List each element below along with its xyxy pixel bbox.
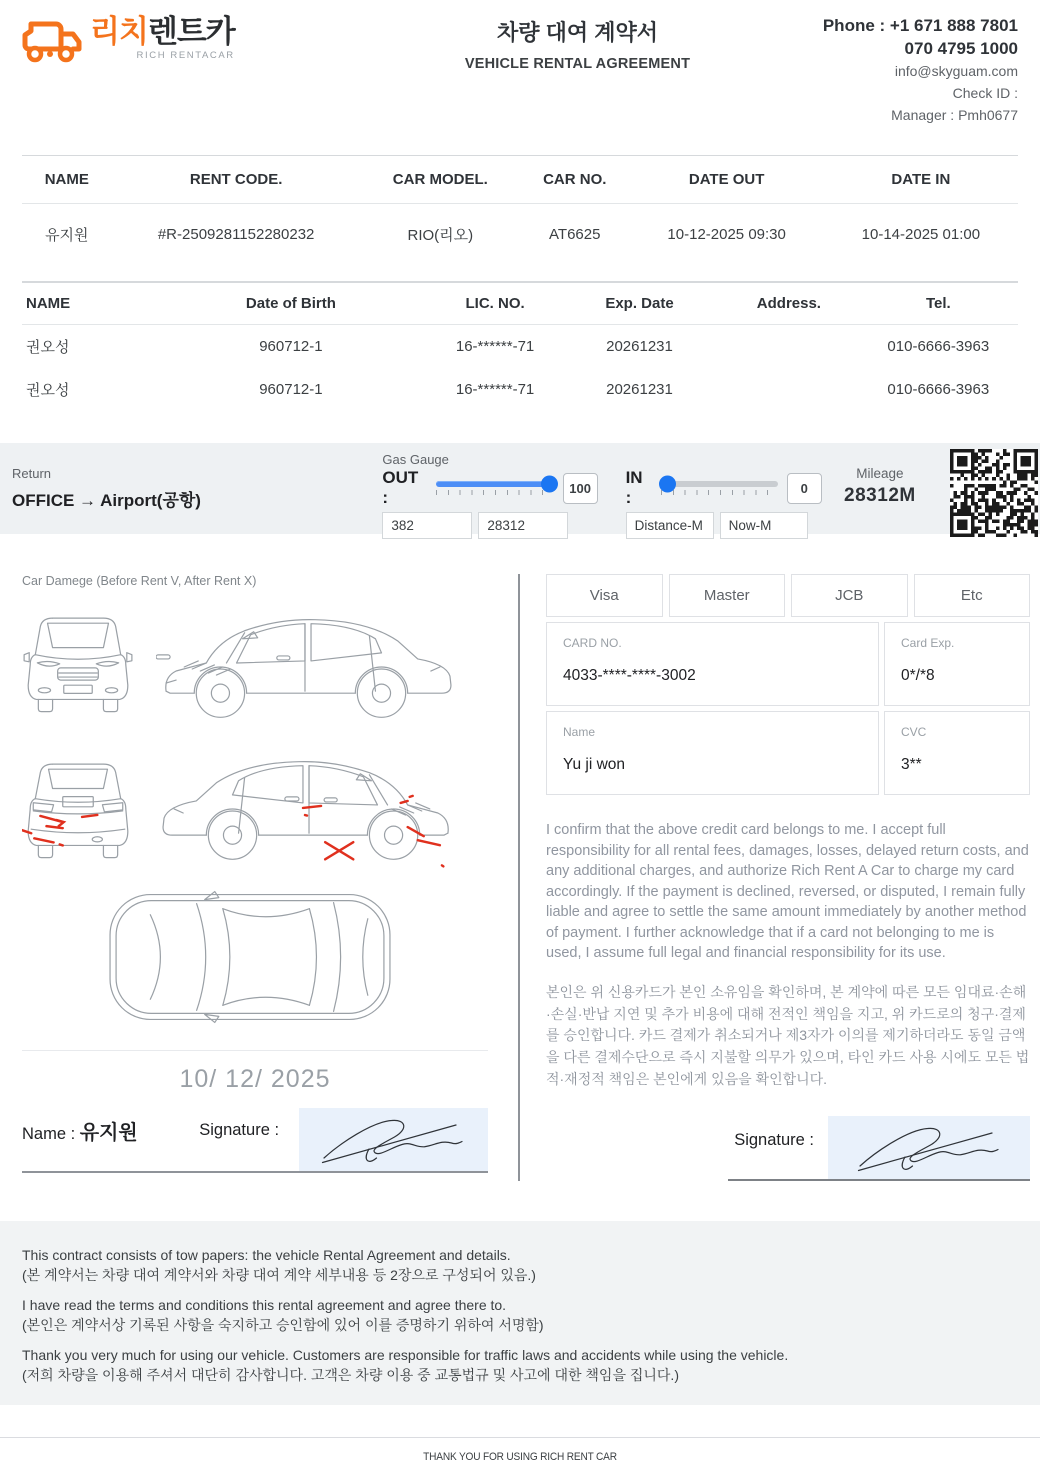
driver-lic: 16-******-71: [455, 381, 535, 398]
customer-signature-pad[interactable]: [299, 1108, 488, 1171]
driver-name: 권오성: [26, 339, 70, 356]
col-date-out: DATE OUT: [630, 156, 824, 204]
driver-tel: 010-6666-3963: [887, 381, 990, 398]
card-name-label: Name: [563, 725, 596, 739]
tab-visa[interactable]: Visa: [546, 574, 663, 617]
date-out: 10-12-2025 09:30: [630, 204, 824, 282]
card-name-cell: [546, 711, 879, 795]
signature-label: Signature :: [199, 1121, 280, 1139]
gas-in-group: [625, 468, 822, 539]
name-value: 유지원: [79, 1122, 138, 1144]
driver-table: [22, 282, 1018, 420]
page-title: 차량 대여 계약서: [497, 20, 658, 45]
car-logo-icon: [22, 16, 84, 66]
footer-text: THANK YOU FOR USING RICH RENT CAR: [423, 1451, 617, 1464]
damage-marks: [303, 796, 443, 866]
gas-in-value[interactable]: 0: [787, 473, 822, 504]
note-line: (본 계약서는 차량 대여 계약서와 차량 대여 계약 세부내용 등 2장으로 구성되어 있음.): [22, 1267, 536, 1284]
card-type-tabs: [546, 574, 1030, 617]
driver-dob: 960712-1: [259, 381, 323, 398]
gas-out-slider-ticks: [436, 490, 554, 495]
note-line: (본인은 계약서상 기록된 사항을 숙지하고 승인함에 있어 이를 증명하기 위하여 서명함): [22, 1317, 544, 1334]
gas-in-label: IN :: [625, 468, 643, 507]
header: [0, 0, 1040, 155]
contract-notes: [0, 1221, 1040, 1405]
signature-image: [303, 1110, 483, 1170]
footer: [0, 1437, 1040, 1473]
col-date-in: DATE IN: [824, 156, 1018, 204]
now-m-input[interactable]: [720, 512, 808, 539]
logo-subtitle: RICH RENTACAR: [136, 49, 235, 61]
driver-tel: 010-6666-3963: [887, 338, 990, 355]
qr-code: [950, 449, 1038, 537]
distance-input[interactable]: [382, 512, 472, 539]
return-label: Return: [12, 466, 52, 481]
col-address: Address.: [719, 283, 858, 325]
title-block: [352, 10, 803, 155]
rental-table-header-row: [22, 156, 1018, 204]
card-info-grid: [546, 622, 1030, 795]
distance-m-input[interactable]: [626, 512, 714, 539]
gas-in-slider-ticks: [661, 490, 778, 495]
logo-wordmark: [90, 16, 235, 49]
col-tel: Tel.: [859, 283, 1018, 325]
card-cvc-value: 3**: [901, 756, 922, 773]
driver-dob: 960712-1: [259, 338, 323, 355]
gas-out-slider-thumb[interactable]: [541, 476, 558, 493]
signature-image: [834, 1118, 1024, 1178]
renter-name: 유지원: [22, 204, 112, 282]
note-line: Thank you very much for using our vehicle. Customers are responsible for traffic laws and accidents while using the vehicle.: [22, 1347, 789, 1364]
card-signature-row: [728, 1116, 1030, 1181]
gauge-bar: [0, 443, 1040, 534]
gas-out-slider[interactable]: [436, 481, 554, 495]
driver-lic: 16-******-71: [455, 338, 535, 355]
rental-table-row: [22, 204, 1018, 282]
gas-out-group: [382, 468, 597, 539]
car-model: RIO(리오): [361, 204, 520, 282]
mileage-block: [822, 449, 938, 507]
col-name: NAME: [22, 156, 112, 204]
driver-address: [719, 368, 858, 420]
car-side-view-diagram: [156, 602, 458, 734]
logo: [22, 10, 352, 155]
gas-in-slider[interactable]: [661, 481, 778, 495]
car-damage-label: Car Damege (Before Rent V, After Rent X): [22, 574, 257, 588]
card-signature-pad[interactable]: [828, 1116, 1030, 1179]
col-rent-code: RENT CODE.: [112, 156, 361, 204]
driver-exp: 20261231: [606, 338, 673, 355]
mileage-value: 28312M: [844, 485, 916, 506]
check-id: Check ID :: [952, 85, 1018, 101]
car-top-view-diagram: [104, 886, 396, 1028]
car-damage-section: [22, 574, 488, 1181]
gas-in-slider-thumb[interactable]: [659, 476, 676, 493]
tab-master[interactable]: Master: [669, 574, 786, 617]
driver-row: [22, 368, 1018, 420]
car-rear-view-diagram: [22, 758, 134, 880]
driver-exp: 20261231: [606, 381, 673, 398]
return-route: OFFICE → Airport(공항): [12, 491, 201, 510]
card-confirmation-kr: 본인은 위 신용카드가 본인 소유임을 확인하며, 본 계약에 따른 모든 임대료·손해·손실·반납 지연 및 추가 비용에 대해 전적인 책임을 지고, 위 카드로의 청구·결제를 승인합니다. 카드 결제가 취소되거나 제3자가 이의를 제기하더라도 동일 금액을 다른 결제수단으로 즉시 지불할 의무가 있으며, 타인 카드 사용 시에도 모든 법적·재정적 책임은 본인에게 있음을 확인합니다.: [546, 984, 1030, 1087]
date-in: 10-14-2025 01:00: [824, 204, 1018, 282]
car-side-view-2-diagram: [156, 744, 458, 880]
col-car-model: CAR MODEL.: [361, 156, 520, 204]
logo-text: [90, 16, 235, 61]
card-cvc-cell: [884, 711, 1030, 795]
col-exp-date: Exp. Date: [560, 283, 719, 325]
card-exp-label: Card Exp.: [901, 636, 955, 650]
gas-out-value[interactable]: 100: [563, 473, 598, 504]
car-no: AT6625: [520, 204, 630, 282]
logo-dot: [47, 51, 53, 57]
tab-jcb[interactable]: JCB: [791, 574, 908, 617]
damage-marks: [22, 815, 97, 846]
driver-table-header-row: [22, 283, 1018, 325]
driver-name: 권오성: [26, 382, 70, 399]
card-exp-value: 0*/*8: [901, 667, 935, 684]
tab-etc[interactable]: Etc: [914, 574, 1031, 617]
contact-block: [803, 10, 1018, 155]
email: info@skyguam.com: [894, 63, 1018, 79]
phone-primary: Phone : +1 671 888 7801: [822, 16, 1018, 35]
rent-code: #R-2509281152280232: [112, 204, 361, 282]
customer-signature-row: [22, 1108, 488, 1173]
card-no-label: CARD NO.: [563, 636, 622, 650]
name-label: Name :: [22, 1125, 76, 1143]
gas-out-label: OUT :: [382, 468, 419, 507]
page-subtitle: VEHICLE RENTAL AGREEMENT: [464, 56, 691, 72]
note-line: This contract consists of tow papers: the vehicle Rental Agreement and details.: [22, 1247, 511, 1264]
damage-date-wrap: [22, 1050, 488, 1094]
damage-date: 10/ 12/ 2025: [179, 1065, 331, 1093]
driver-address: [719, 325, 858, 369]
rental-table: [22, 155, 1018, 282]
card-cvc-label: CVC: [901, 725, 927, 739]
phone-secondary: 070 4795 1000: [904, 39, 1018, 58]
mileage-label: Mileage: [856, 466, 904, 481]
manager: Manager : Pmh0677: [891, 107, 1018, 123]
card-name-value: Yu ji won: [563, 756, 626, 773]
content: [0, 574, 1040, 1181]
gas-gauge-block: [382, 449, 821, 539]
return-block: [12, 449, 382, 511]
signature-label: Signature :: [734, 1131, 814, 1150]
customer-name: [22, 1116, 199, 1163]
card-exp-cell: [884, 622, 1030, 706]
col-dob: Date of Birth: [151, 283, 430, 325]
card-section: [520, 574, 1040, 1181]
col-car-no: CAR NO.: [520, 156, 630, 204]
note-line: (저희 차량을 이용해 주셔서 대단히 감사합니다. 고객은 차량 이용 중 교통법규 및 사고에 대한 책임을 집니다.): [22, 1367, 679, 1384]
card-no-cell: [546, 622, 879, 706]
gas-gauge-label: Gas Gauge: [382, 452, 449, 467]
odometer-input[interactable]: [478, 512, 568, 539]
card-no-value: 4033-****-****-3002: [563, 667, 696, 684]
note-line: I have read the terms and conditions this rental agreement and agree there to.: [22, 1297, 507, 1314]
card-confirmation-en: I confirm that the above credit card belongs to me. I accept full responsibility for all rental fees, damages, losses, delayed return costs, and any additional charges, and authorize Rich Rent A Car to charge my card accordingly. If the payment is declined, reversed, or disputed, I remain fully liable and agree to settle the same amount immediately by another method of payment. I further acknowledge that if a card not belonging to me is used, I assume full legal and financial responsibility for its use.: [546, 822, 1029, 962]
logo-kr-dark: 렌트카: [147, 14, 235, 49]
col-lic-no: LIC. NO.: [430, 283, 559, 325]
col-driver-name: NAME: [22, 283, 151, 325]
logo-kr-orange: 리치: [90, 14, 148, 49]
car-front-view-diagram: [22, 612, 134, 734]
driver-row: [22, 325, 1018, 369]
